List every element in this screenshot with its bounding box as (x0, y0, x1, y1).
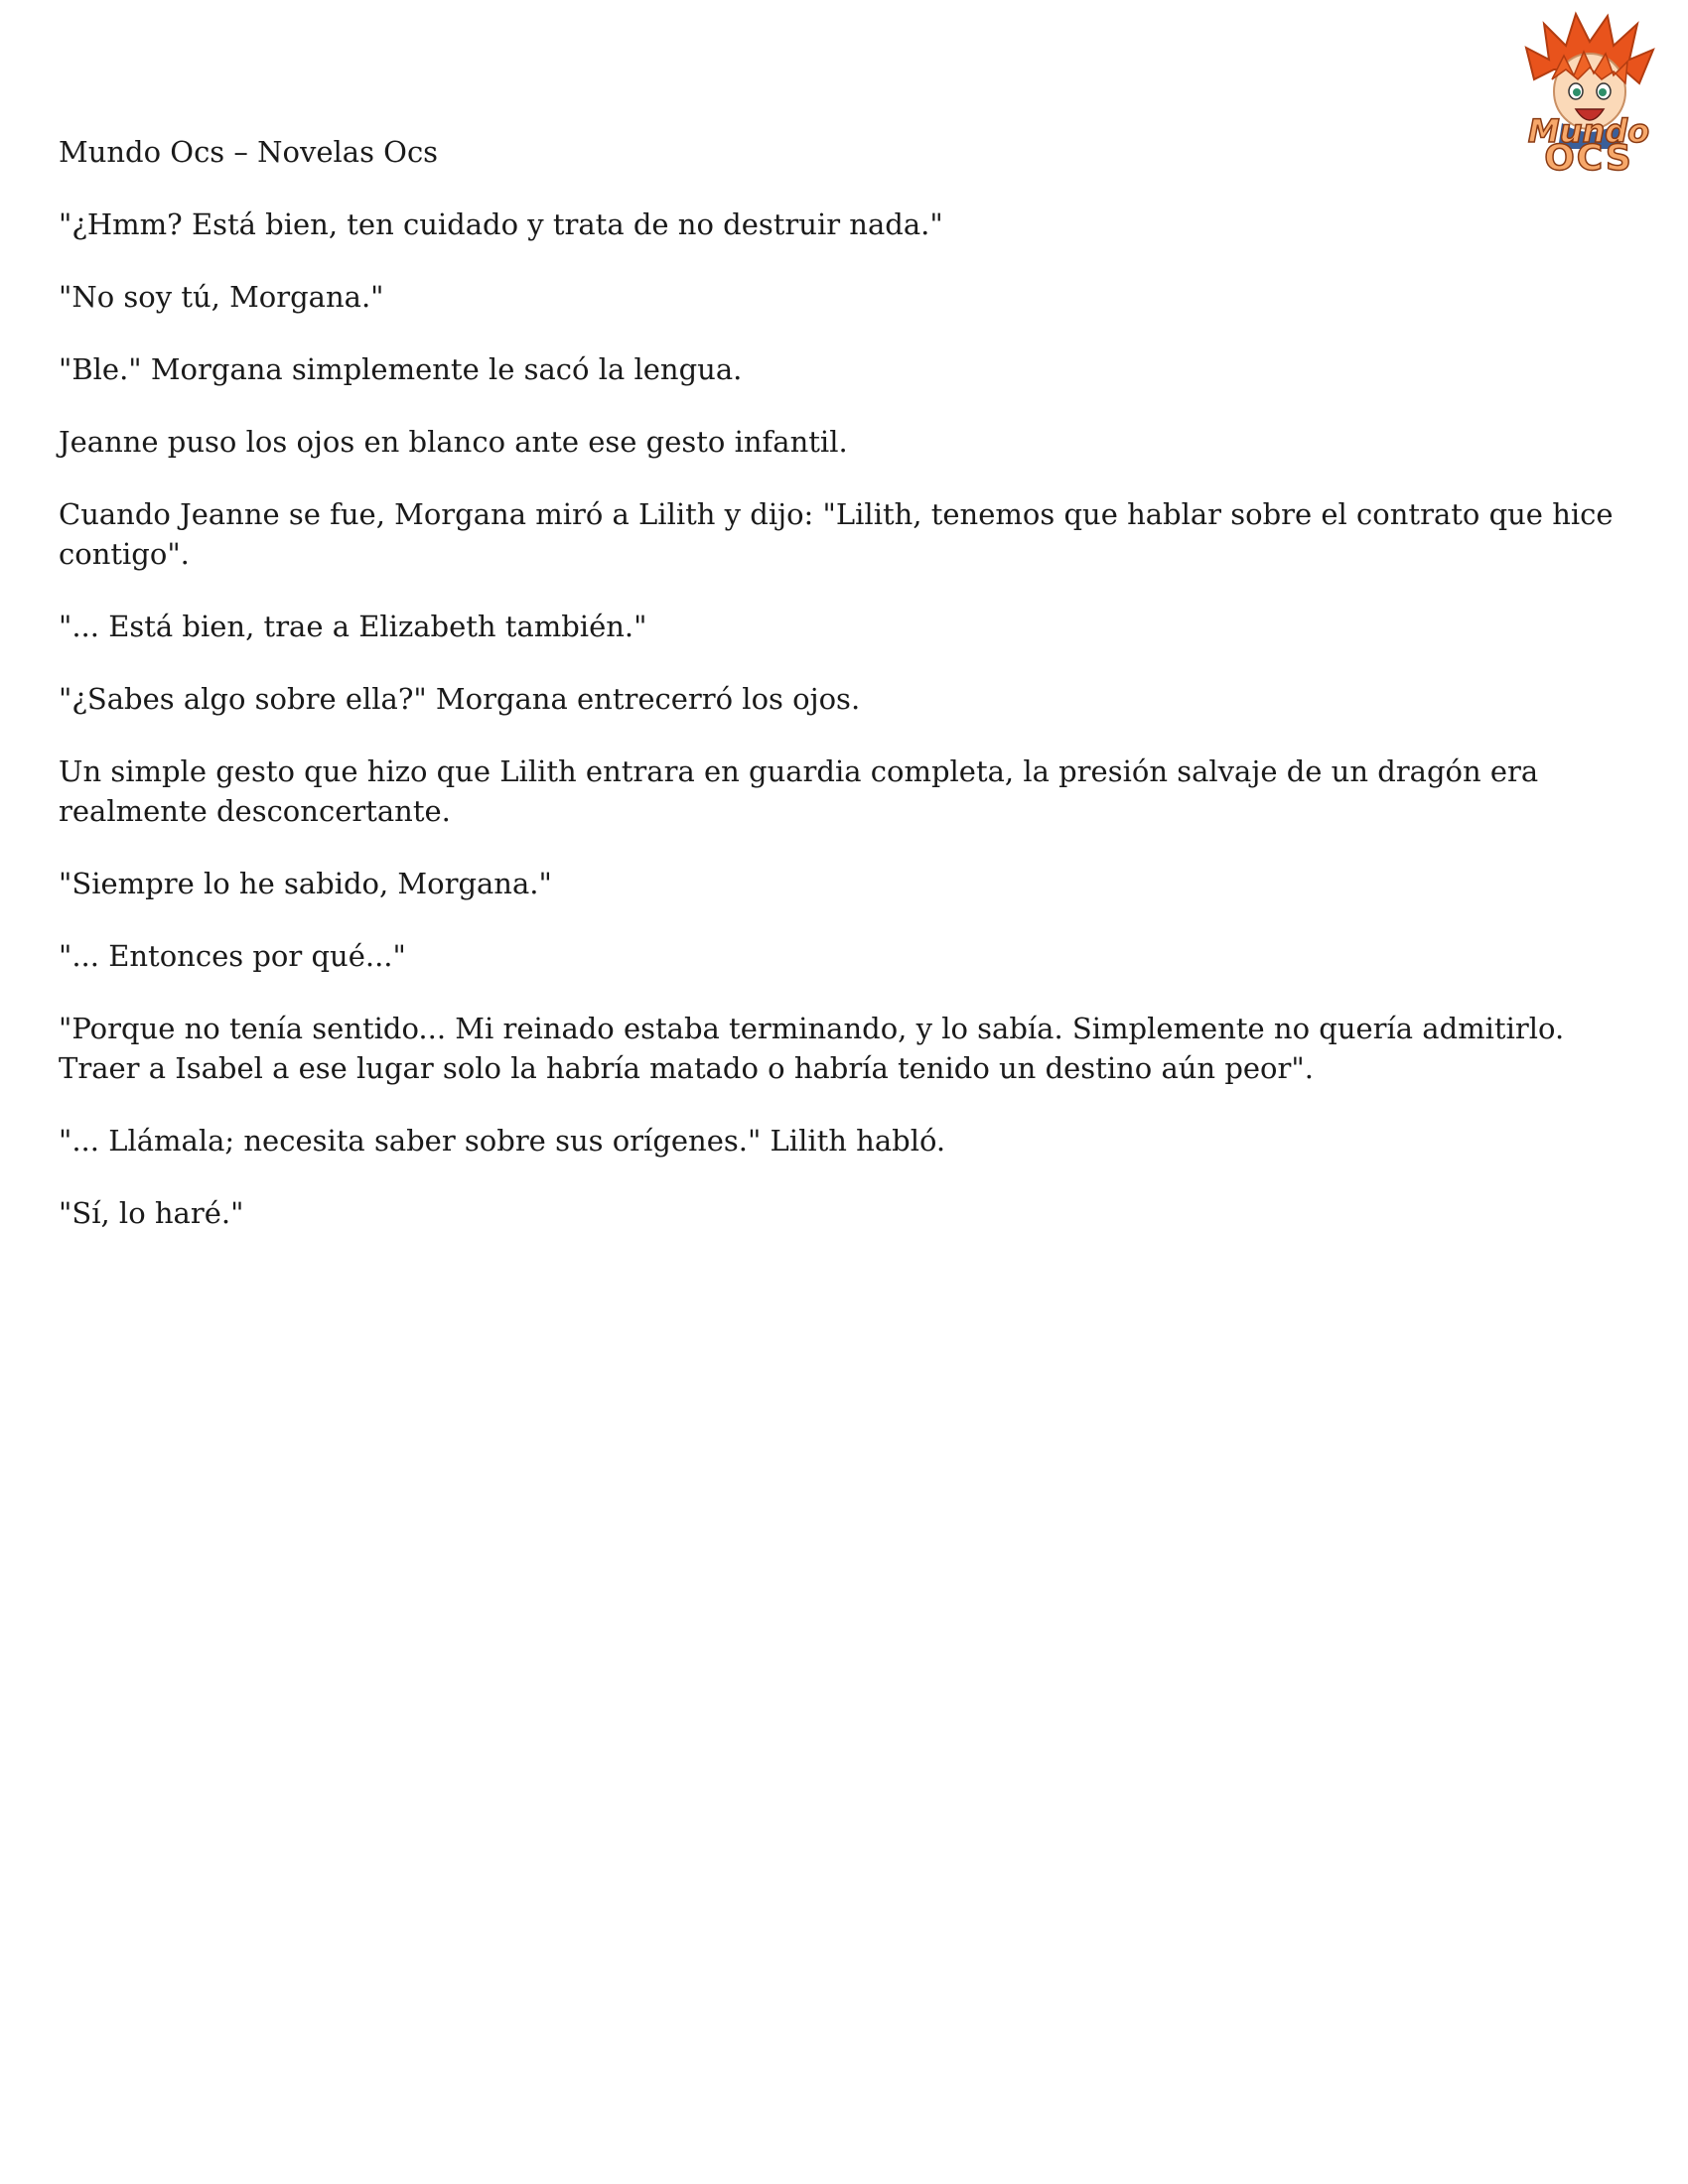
document-body (59, 132, 1637, 1266)
paragraph: "¿Hmm? Está bien, ten cuidado y trata de no destruir nada." (59, 207, 943, 241)
logo-text-line2: OCS (1544, 138, 1633, 179)
paragraph: "... Llámala; necesita saber sobre sus orígenes." Lilith habló. (59, 1124, 946, 1158)
paragraph: "No soy tú, Morgana." (59, 280, 384, 314)
paragraph: Jeanne puso los ojos en blanco ante ese gesto infantil. (59, 425, 848, 459)
paragraph: "Porque no tenía sentido... Mi reinado estaba terminando, y lo sabía. Simplemente no quería admitirlo. Traer a Isabel a ese lugar solo la habría matado o habría tenido un destino aún peor". (59, 1012, 1565, 1085)
paragraph: "... Entonces por qué..." (59, 939, 406, 973)
paragraph: Un simple gesto que hizo que Lilith entrara en guardia completa, la presión salvaje de un dragón era realmente desconcertante. (59, 754, 1539, 828)
paragraph: "... Está bien, trae a Elizabeth también." (59, 610, 647, 643)
logo-text-line1: Mundo (1527, 112, 1650, 150)
paragraph: Cuando Jeanne se fue, Morgana miró a Lilith y dijo: "Lilith, tenemos que hablar sobre el contrato que hice contigo". (59, 497, 1614, 571)
paragraph: "¿Sabes algo sobre ella?" Morgana entrecerró los ojos. (59, 682, 861, 716)
paragraph: "Siempre lo he sabido, Morgana." (59, 867, 552, 900)
paragraph: "Ble." Morgana simplemente le sacó la lengua. (59, 352, 743, 386)
header-title: Mundo Ocs – Novelas Ocs (59, 135, 439, 169)
paragraph: "Sí, lo haré." (59, 1196, 244, 1230)
